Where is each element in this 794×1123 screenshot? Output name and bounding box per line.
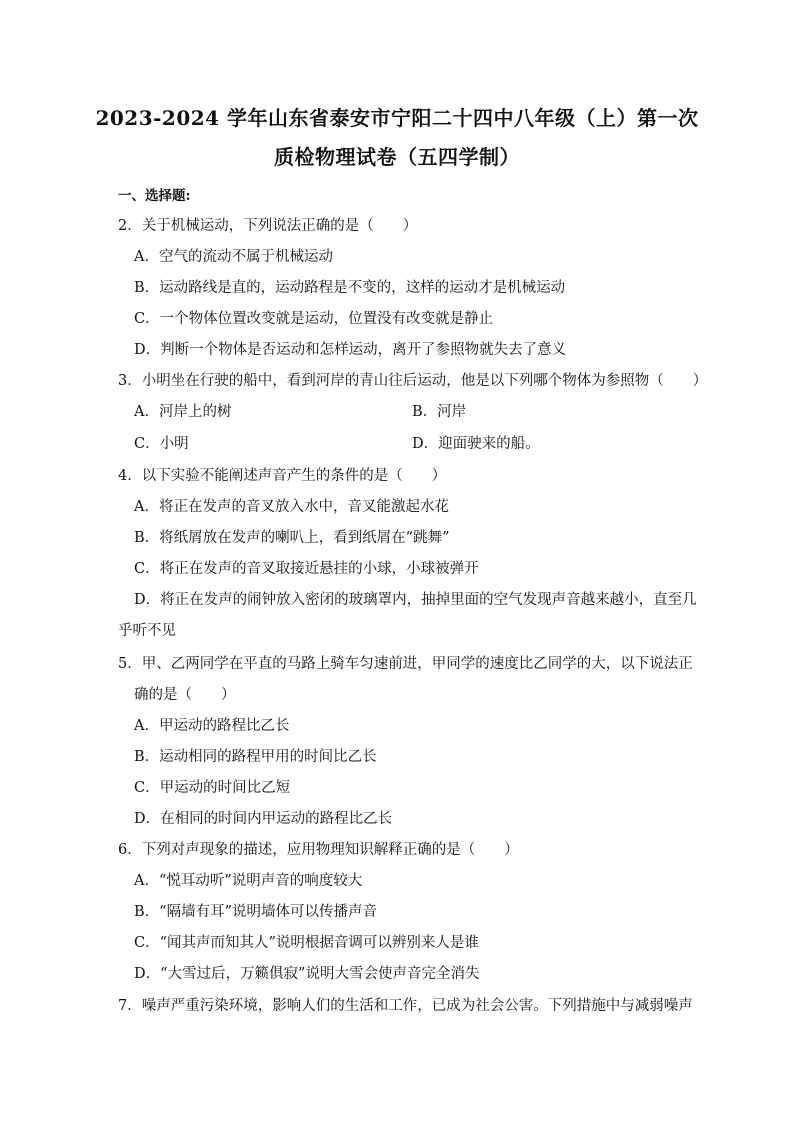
question-5-option-a: A．甲运动的路程比乙长	[134, 718, 290, 734]
question-6-stem: 6．下列对声现象的描述，应用物理知识解释正确的是（ ）	[118, 842, 519, 858]
question-2-option-a: A．空气的流动不属于机械运动	[134, 249, 333, 265]
question-2-option-c: C．一个物体位置改变就是运动，位置没有改变就是静止	[134, 311, 494, 327]
question-4-option-b: B．将纸屑放在发声的喇叭上，看到纸屑在“跳舞”	[134, 530, 450, 546]
question-5-option-d: D．在相同的时间内甲运动的路程比乙长	[134, 811, 393, 827]
question-5-stem: 5．甲、乙两同学在平直的马路上骑车匀速前进，甲同学的速度比乙同学的大，以下说法正	[118, 656, 693, 672]
question-4-option-a: A．将正在发声的音叉放入水中，音叉能激起水花	[134, 499, 449, 515]
question-3-option-b: B．河岸	[412, 404, 467, 420]
question-5-option-b: B．运动相同的路程甲用的时间比乙长	[134, 749, 377, 765]
question-6-option-d: D．“大雪过后，万籁俱寂”说明大雪会使声音完全消失	[134, 966, 480, 982]
question-5-stem-continued: 确的是（ ）	[134, 687, 236, 703]
question-5-option-c: C．甲运动的时间比乙短	[134, 780, 291, 796]
exam-title-line-1: 2023-2024 学年山东省泰安市宁阳二十四中八年级（上）第一次	[95, 106, 699, 130]
question-3-stem: 3．小明坐在行驶的船中，看到河岸的青山往后运动，他是以下列哪个物体为参照物（ ）	[118, 373, 708, 389]
question-4-option-d: D．将正在发声的闹钟放入密闭的玻璃罩内，抽掉里面的空气发现声音越来越小，直至几	[134, 592, 697, 608]
section-heading: 一、选择题:	[118, 188, 191, 204]
question-6-option-a: A．“悦耳动听”说明声音的响度较大	[134, 873, 363, 889]
question-4-option-c: C．将正在发声的音叉取接近悬挂的小球，小球被弹开	[134, 561, 479, 577]
question-4-stem: 4．以下实验不能阐述声音产生的条件的是（ ）	[118, 468, 447, 484]
question-3-option-c: C．小明	[134, 436, 189, 452]
question-6-option-b: B．“隔墙有耳”说明墙体可以传播声音	[134, 904, 377, 920]
exam-title-line-2: 质检物理试卷（五四学制）	[274, 145, 520, 169]
question-2-option-d: D．判断一个物体是否运动和怎样运动，离开了参照物就失去了意义	[134, 342, 567, 358]
question-2-stem: 2．关于机械运动，下列说法正确的是（ ）	[118, 218, 418, 234]
question-2-option-b: B．运动路线是直的，运动路程是不变的，这样的运动才是机械运动	[134, 280, 566, 296]
question-4-option-d-continued: 乎听不见	[118, 623, 176, 639]
question-3-option-d: D．迎面驶来的船。	[412, 436, 540, 452]
question-7-stem: 7．噪声严重污染环境，影响人们的生活和工作，已成为社会公害。下列措施中与减弱噪声	[118, 998, 693, 1014]
question-3-option-a: A．河岸上的树	[134, 404, 232, 420]
question-6-option-c: C．“闻其声而知其人”说明根据音调可以辨别来人是谁	[134, 935, 479, 951]
